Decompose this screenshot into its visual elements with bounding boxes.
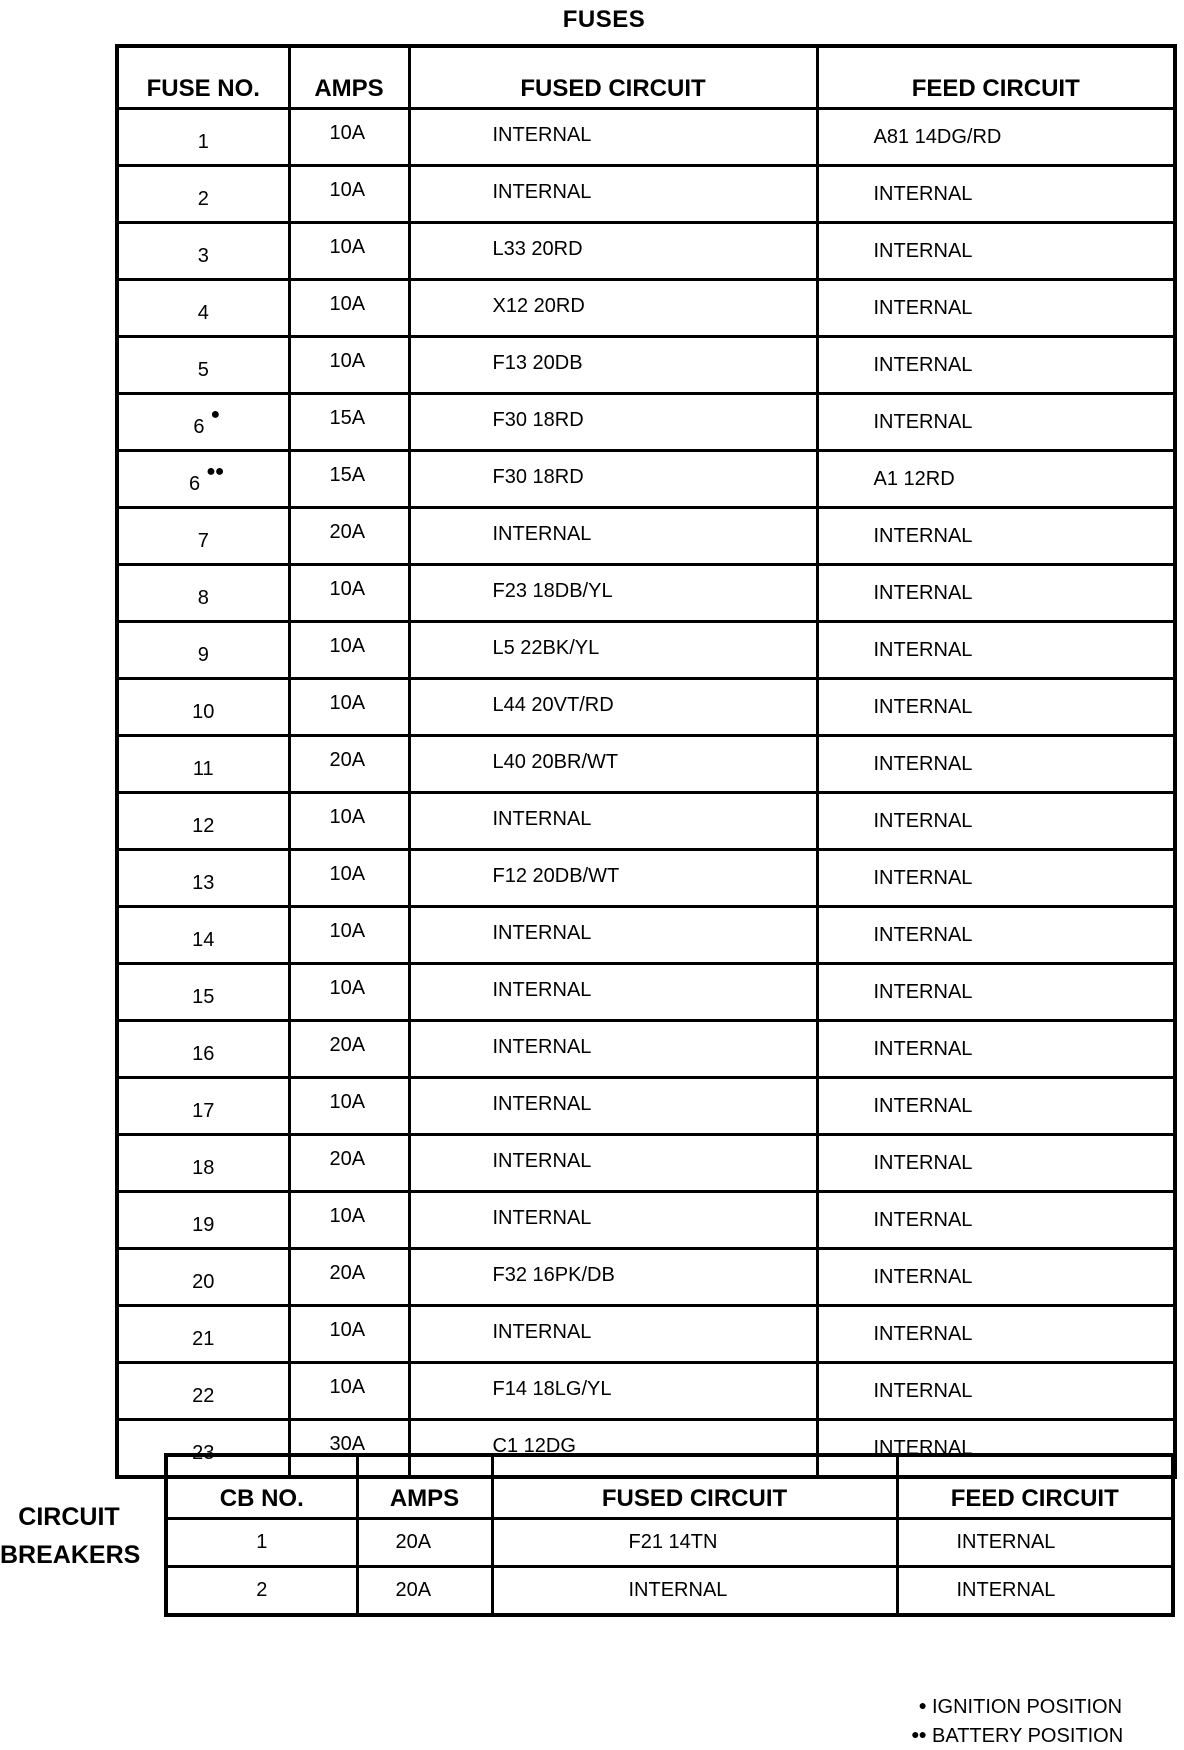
feed-circuit-cell-text: INTERNAL	[873, 695, 973, 718]
table-row	[117, 622, 1175, 679]
fuse-number-cell	[117, 109, 289, 166]
amps-cell	[289, 1192, 409, 1249]
amps-cell-text: 15A	[329, 406, 366, 429]
amps-cell-text: 10A	[329, 691, 366, 714]
fused-circuit-cell-text: F32 16PK/DB	[492, 1263, 615, 1286]
column-header-cb-no: CB NO.	[166, 1455, 357, 1519]
fused-circuit-cell-text: L5 22BK/YL	[492, 636, 600, 659]
circuit-breaker-table	[164, 1453, 1175, 1617]
table-row	[117, 1078, 1175, 1135]
table-row	[117, 793, 1175, 850]
cb-number-cell-text: 1	[256, 1531, 268, 1553]
fused-circuit-cell	[409, 1249, 817, 1306]
table-row	[117, 1192, 1175, 1249]
feed-circuit-cell	[817, 850, 1175, 907]
cb-table-header	[166, 1455, 1173, 1519]
fused-circuit-cell-text: F23 18DB/YL	[492, 579, 613, 602]
feed-circuit-cell-text: INTERNAL	[873, 353, 973, 376]
feed-circuit-cell	[817, 1249, 1175, 1306]
table-row	[117, 1249, 1175, 1306]
column-header-cb-feed-circuit: FEED CIRCUIT	[897, 1455, 1173, 1519]
feed-circuit-cell	[817, 109, 1175, 166]
table-row	[117, 508, 1175, 565]
fuse-number-cell	[117, 565, 289, 622]
fuse-number-cell-text: 13	[192, 871, 215, 894]
feed-circuit-cell	[817, 565, 1175, 622]
amps-cell-text: 30A	[329, 1432, 366, 1455]
fused-circuit-cell	[409, 1135, 817, 1192]
cb-number-cell-text: 2	[256, 1579, 268, 1601]
fused-circuit-cell-text: INTERNAL	[492, 807, 592, 830]
fuse-number-cell-text: 5	[197, 358, 209, 381]
fused-circuit-cell-text: INTERNAL	[492, 1092, 592, 1115]
amps-cell-text: 10A	[329, 862, 366, 885]
fused-circuit-cell	[409, 1306, 817, 1363]
amps-cell	[289, 394, 409, 451]
feed-circuit-cell-text: INTERNAL	[873, 752, 973, 775]
fused-circuit-cell-text: INTERNAL	[628, 1579, 728, 1601]
feed-circuit-cell	[817, 1363, 1175, 1420]
fused-circuit-cell	[409, 565, 817, 622]
table-row	[117, 451, 1175, 508]
feed-circuit-cell-text: INTERNAL	[873, 1094, 973, 1117]
fuse-table	[115, 44, 1177, 1479]
fuse-number-cell-text: 10	[192, 700, 215, 723]
fused-circuit-cell	[409, 907, 817, 964]
amps-cell	[289, 1021, 409, 1078]
fused-circuit-cell	[409, 793, 817, 850]
fuse-number-cell-text: 6	[189, 472, 201, 495]
table-row	[117, 223, 1175, 280]
amps-cell-text: 10A	[329, 292, 366, 315]
feed-circuit-cell-text: INTERNAL	[873, 1151, 973, 1174]
feed-circuit-cell	[817, 1306, 1175, 1363]
table-row	[117, 1021, 1175, 1078]
fused-circuit-cell-text: INTERNAL	[492, 1320, 592, 1343]
amps-cell-text: 20A	[329, 1261, 366, 1284]
fuse-number-cell-text: 14	[192, 928, 215, 951]
fused-circuit-cell-text: L44 20VT/RD	[492, 693, 614, 716]
fused-circuit-cell	[409, 451, 817, 508]
fused-circuit-cell-text: INTERNAL	[492, 921, 592, 944]
feed-circuit-cell-text: INTERNAL	[873, 923, 973, 946]
fuse-number-cell-text: 21	[192, 1327, 215, 1350]
amps-cell	[357, 1567, 492, 1616]
single-dot-icon: ●	[210, 405, 220, 423]
page-title: FUSES	[562, 6, 646, 33]
table-row	[117, 850, 1175, 907]
circuit-breakers-label-line1: CIRCUIT	[18, 1503, 120, 1531]
column-header-fuse-no: FUSE NO.	[117, 46, 289, 109]
table-row	[117, 565, 1175, 622]
table-row	[117, 1306, 1175, 1363]
amps-cell	[289, 337, 409, 394]
fuse-number-cell-text: 11	[192, 757, 214, 780]
fused-circuit-cell-text: L33 20RD	[492, 237, 583, 260]
feed-circuit-cell	[817, 508, 1175, 565]
feed-circuit-cell-text: INTERNAL	[956, 1531, 1056, 1553]
fused-circuit-cell	[409, 394, 817, 451]
fused-circuit-cell-text: F12 20DB/WT	[492, 864, 620, 887]
fused-circuit-cell-text: INTERNAL	[492, 978, 592, 1001]
amps-cell-text: 20A	[329, 520, 366, 543]
amps-cell-text: 20A	[329, 1147, 366, 1170]
circuit-breakers-label-line2: BREAKERS	[0, 1541, 141, 1569]
fuse-number-cell	[117, 1078, 289, 1135]
fuse-number-cell	[117, 1021, 289, 1078]
feed-circuit-cell-text: INTERNAL	[873, 581, 973, 604]
table-row	[117, 394, 1175, 451]
feed-circuit-cell-text: INTERNAL	[873, 1322, 973, 1345]
fused-circuit-cell-text: F13 20DB	[492, 351, 583, 374]
amps-cell-text: 20A	[329, 1033, 366, 1056]
amps-cell	[289, 1135, 409, 1192]
fused-circuit-cell	[409, 964, 817, 1021]
amps-cell-text: 10A	[329, 805, 366, 828]
fuse-number-cell-text: 12	[192, 814, 215, 837]
fuse-number-cell	[117, 508, 289, 565]
feed-circuit-cell-text: A81 14DG/RD	[873, 125, 1002, 148]
feed-circuit-cell-text: INTERNAL	[873, 410, 973, 433]
feed-circuit-cell-text: INTERNAL	[873, 1208, 973, 1231]
fuse-number-cell	[117, 1306, 289, 1363]
fuse-number-cell-text: 17	[192, 1099, 215, 1122]
fuse-table-header	[117, 46, 1175, 109]
amps-cell	[289, 736, 409, 793]
fused-circuit-cell	[409, 166, 817, 223]
fuse-number-cell	[117, 850, 289, 907]
amps-cell-text: 15A	[329, 463, 366, 486]
fuse-number-cell-text: 20	[192, 1270, 215, 1293]
fused-circuit-cell-text: C1 12DG	[492, 1434, 576, 1457]
fuse-number-cell	[117, 337, 289, 394]
feed-circuit-cell	[817, 1021, 1175, 1078]
feed-circuit-cell	[817, 964, 1175, 1021]
table-row	[117, 337, 1175, 394]
fused-circuit-cell-text: F30 18RD	[492, 465, 584, 488]
fused-circuit-cell-text: F14 18LG/YL	[492, 1377, 612, 1400]
fuse-number-cell-text: 23	[192, 1441, 215, 1464]
fuse-number-cell	[117, 166, 289, 223]
fused-circuit-cell	[409, 1078, 817, 1135]
fuse-number-cell-text: 16	[192, 1042, 215, 1065]
fused-circuit-cell	[409, 1363, 817, 1420]
column-header-amps: AMPS	[289, 46, 409, 109]
fuse-number-cell-text: 4	[197, 301, 209, 324]
fused-circuit-cell-text: INTERNAL	[492, 123, 592, 146]
amps-cell-text: 20A	[395, 1579, 432, 1601]
fused-circuit-cell-text: X12 20RD	[492, 294, 585, 317]
fuse-number-cell	[117, 907, 289, 964]
amps-cell-text: 10A	[329, 1090, 366, 1113]
amps-cell-text: 10A	[329, 976, 366, 999]
single-dot-icon: ●	[918, 1697, 926, 1713]
fuse-number-cell	[117, 1363, 289, 1420]
cb-number-cell	[166, 1519, 357, 1567]
fused-circuit-cell	[409, 337, 817, 394]
feed-circuit-cell	[817, 679, 1175, 736]
column-header-fused-circuit: FUSED CIRCUIT	[409, 46, 817, 109]
column-header-cb-fused-circuit: FUSED CIRCUIT	[492, 1455, 897, 1519]
amps-cell-text: 10A	[329, 1204, 366, 1227]
fuse-number-cell-text: 2	[197, 187, 209, 210]
feed-circuit-cell-text: INTERNAL	[873, 1436, 973, 1459]
fuse-number-cell	[117, 394, 289, 451]
feed-circuit-cell	[817, 280, 1175, 337]
fuse-number-cell	[117, 280, 289, 337]
feed-circuit-cell	[817, 622, 1175, 679]
amps-cell	[289, 166, 409, 223]
cb-number-cell	[166, 1567, 357, 1616]
fuse-number-cell-text: 3	[197, 244, 209, 267]
amps-cell	[357, 1519, 492, 1567]
feed-circuit-cell	[817, 223, 1175, 280]
amps-cell	[289, 451, 409, 508]
fuse-number-cell	[117, 679, 289, 736]
fused-circuit-cell-text: F30 18RD	[492, 408, 584, 431]
table-row	[117, 964, 1175, 1021]
legend	[900, 1692, 1123, 1750]
feed-circuit-cell-text: INTERNAL	[873, 638, 973, 661]
amps-cell-text: 20A	[395, 1531, 432, 1553]
feed-circuit-cell-text: INTERNAL	[873, 1265, 973, 1288]
legend-text: IGNITION POSITION	[932, 1696, 1123, 1718]
feed-circuit-cell-text: INTERNAL	[956, 1579, 1056, 1601]
feed-circuit-cell	[897, 1519, 1173, 1567]
feed-circuit-cell-text: INTERNAL	[873, 866, 973, 889]
feed-circuit-cell-text: A1 12RD	[873, 467, 955, 490]
amps-cell-text: 10A	[329, 577, 366, 600]
column-header-feed-circuit: FEED CIRCUIT	[817, 46, 1175, 109]
fused-circuit-cell	[409, 736, 817, 793]
feed-circuit-cell	[897, 1567, 1173, 1616]
fused-circuit-cell	[492, 1519, 897, 1567]
fuse-number-cell-text: 19	[192, 1213, 215, 1236]
fused-circuit-cell-text: L40 20BR/WT	[492, 750, 619, 773]
amps-cell	[289, 622, 409, 679]
amps-cell-text: 10A	[329, 349, 366, 372]
feed-circuit-cell-text: INTERNAL	[873, 239, 973, 262]
feed-circuit-cell	[817, 1135, 1175, 1192]
amps-cell	[289, 565, 409, 622]
table-row	[166, 1519, 1173, 1567]
amps-cell	[289, 508, 409, 565]
amps-cell	[289, 1306, 409, 1363]
amps-cell	[289, 1078, 409, 1135]
amps-cell	[289, 679, 409, 736]
fuse-number-cell-text: 18	[192, 1156, 215, 1179]
fuse-number-cell-text: 1	[197, 130, 209, 153]
table-row	[117, 109, 1175, 166]
fused-circuit-cell-text: INTERNAL	[492, 1149, 592, 1172]
amps-cell-text: 10A	[329, 178, 366, 201]
fuse-number-cell-text: 6	[193, 415, 205, 438]
fused-circuit-cell	[409, 1021, 817, 1078]
table-row	[117, 736, 1175, 793]
amps-cell-text: 10A	[329, 235, 366, 258]
circuit-breakers-label	[0, 1498, 141, 1574]
fuse-number-cell	[117, 451, 289, 508]
feed-circuit-cell-text: INTERNAL	[873, 524, 973, 547]
fused-circuit-cell	[409, 1192, 817, 1249]
table-row	[166, 1567, 1173, 1616]
fused-circuit-cell-text: INTERNAL	[492, 180, 592, 203]
feed-circuit-cell	[817, 736, 1175, 793]
fuse-number-cell	[117, 1192, 289, 1249]
double-dot-icon: ●●	[911, 1726, 926, 1742]
amps-cell	[289, 109, 409, 166]
fused-circuit-cell-text: INTERNAL	[492, 522, 592, 545]
fuse-number-cell	[117, 964, 289, 1021]
amps-cell	[289, 793, 409, 850]
feed-circuit-cell	[817, 907, 1175, 964]
amps-cell-text: 10A	[329, 121, 366, 144]
fuse-number-cell	[117, 736, 289, 793]
table-row	[117, 280, 1175, 337]
fused-circuit-cell-text: INTERNAL	[492, 1206, 592, 1229]
amps-cell	[289, 280, 409, 337]
fuse-number-cell	[117, 793, 289, 850]
amps-cell	[289, 1363, 409, 1420]
amps-cell	[289, 1249, 409, 1306]
amps-cell-text: 10A	[329, 1318, 366, 1341]
fuse-number-cell	[117, 1249, 289, 1306]
fused-circuit-cell	[409, 223, 817, 280]
feed-circuit-cell-text: INTERNAL	[873, 1037, 973, 1060]
legend-text: BATTERY POSITION	[932, 1725, 1124, 1747]
fuse-number-cell-text: 8	[197, 586, 209, 609]
amps-cell	[289, 850, 409, 907]
fused-circuit-cell	[409, 280, 817, 337]
fused-circuit-cell-text: INTERNAL	[492, 1035, 592, 1058]
fused-circuit-cell	[409, 109, 817, 166]
feed-circuit-cell-text: INTERNAL	[873, 809, 973, 832]
feed-circuit-cell	[817, 1078, 1175, 1135]
feed-circuit-cell-text: INTERNAL	[873, 980, 973, 1003]
table-row	[117, 166, 1175, 223]
amps-cell-text: 20A	[329, 748, 366, 771]
table-row	[117, 679, 1175, 736]
fused-circuit-cell-text: F21 14TN	[628, 1531, 718, 1553]
amps-cell	[289, 223, 409, 280]
feed-circuit-cell	[817, 1192, 1175, 1249]
fused-circuit-cell	[409, 508, 817, 565]
amps-cell-text: 10A	[329, 1375, 366, 1398]
table-row	[117, 1363, 1175, 1420]
table-row	[117, 1135, 1175, 1192]
fused-circuit-cell	[409, 622, 817, 679]
feed-circuit-cell	[817, 394, 1175, 451]
double-dot-icon: ●●	[206, 462, 224, 480]
fuse-number-cell-text: 15	[192, 985, 215, 1008]
feed-circuit-cell-text: INTERNAL	[873, 182, 973, 205]
amps-cell-text: 10A	[329, 634, 366, 657]
fused-circuit-cell	[409, 850, 817, 907]
feed-circuit-cell-text: INTERNAL	[873, 296, 973, 319]
legend-item-ignition	[900, 1692, 1123, 1721]
feed-circuit-cell	[817, 166, 1175, 223]
amps-cell	[289, 907, 409, 964]
fused-circuit-cell	[409, 679, 817, 736]
feed-circuit-cell-text: INTERNAL	[873, 1379, 973, 1402]
fuse-number-cell-text: 22	[192, 1384, 215, 1407]
feed-circuit-cell	[817, 793, 1175, 850]
fuse-number-cell-text: 9	[197, 643, 209, 666]
table-row	[117, 907, 1175, 964]
amps-cell-text: 10A	[329, 919, 366, 942]
fused-circuit-cell	[492, 1567, 897, 1616]
feed-circuit-cell	[817, 451, 1175, 508]
fuse-number-cell	[117, 223, 289, 280]
amps-cell	[289, 964, 409, 1021]
fuse-number-cell-text: 7	[197, 529, 209, 552]
fuse-number-cell	[117, 1135, 289, 1192]
column-header-cb-amps: AMPS	[357, 1455, 492, 1519]
feed-circuit-cell	[817, 337, 1175, 394]
fuse-number-cell	[117, 622, 289, 679]
